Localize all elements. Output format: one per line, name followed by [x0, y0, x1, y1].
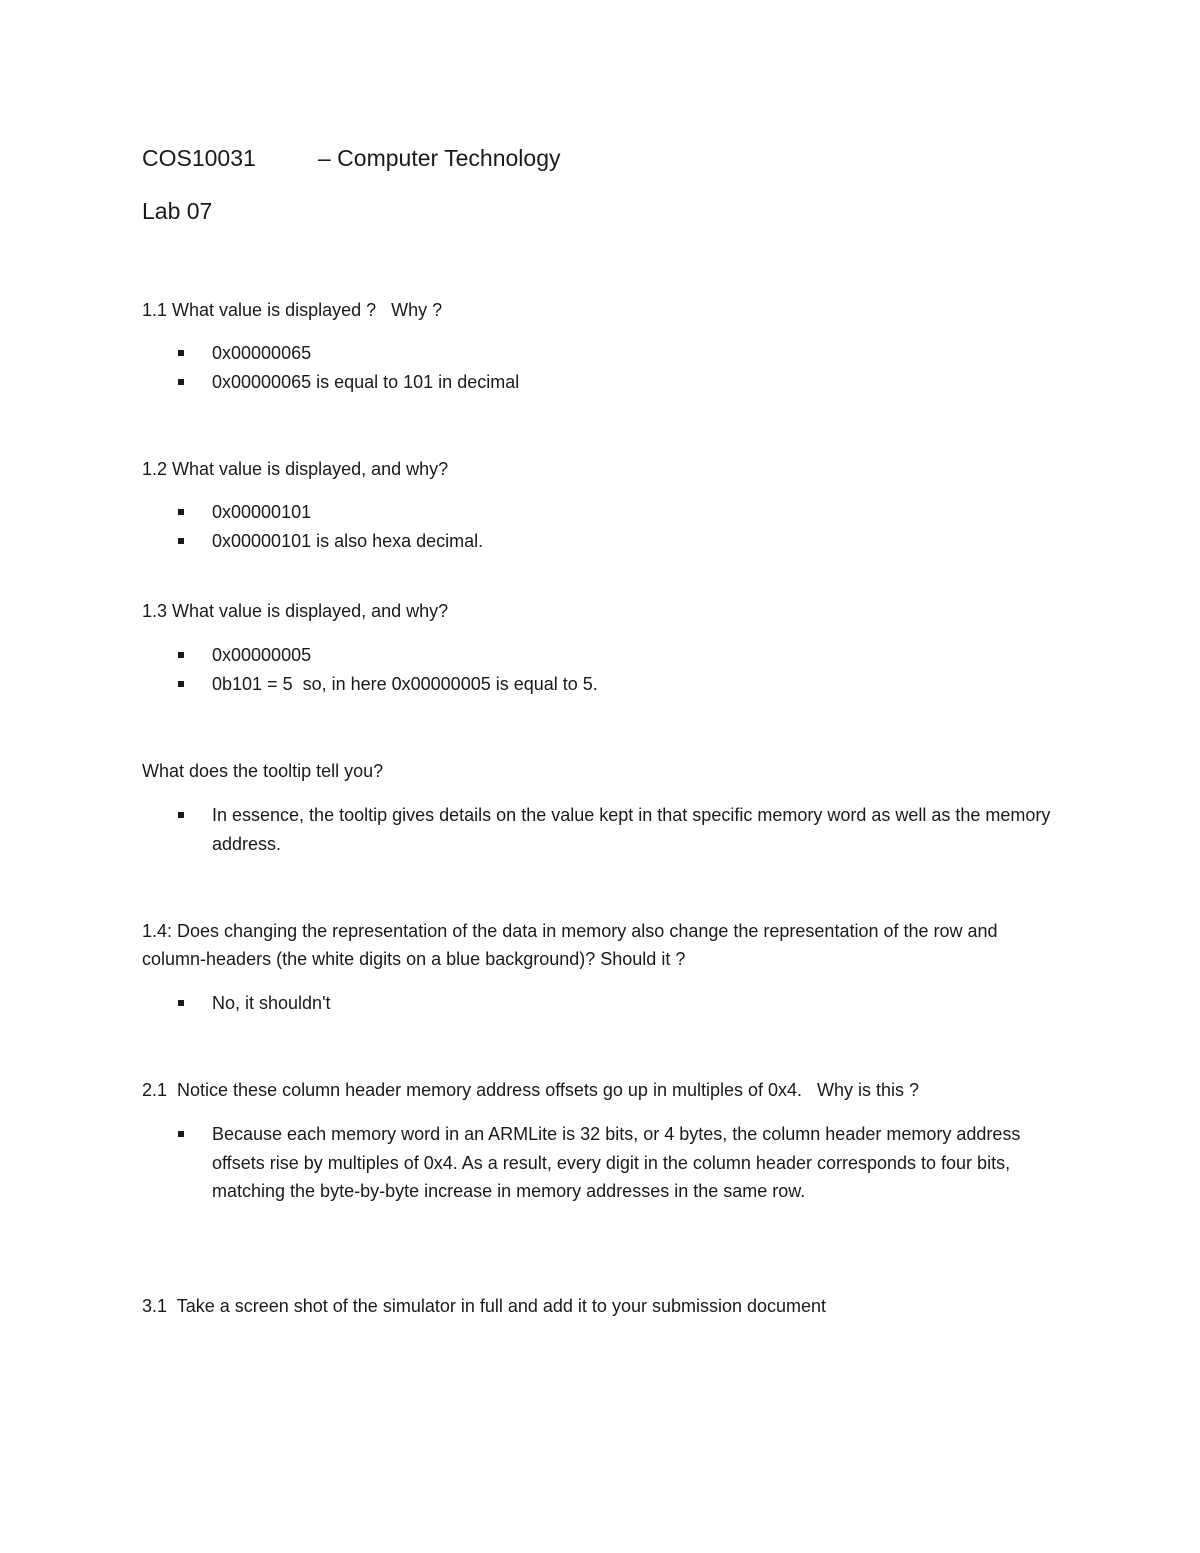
answer-text: Because each memory word in an ARMLite is 32 bits, or 4 bytes, the column header memory address offsets rise by multiples of 0x4. As a result, every digit in the column header corresponds to four bits, matching the byte-by-byte increase in memory addresses in the same row.: [212, 1124, 1021, 1201]
list-item: [176, 527, 1056, 556]
list-item: [176, 339, 1056, 368]
list-item: [176, 498, 1056, 527]
question-1-4: 1.4: Does changing the representation of the data in memory also change the representation of the row and column-headers (the white digits on a blue background)? Should it ?: [142, 921, 998, 969]
bullet-icon: [178, 350, 184, 356]
answer-text: 0x00000065 is equal to 101 in decimal: [212, 371, 520, 392]
answers-2-1: [176, 1120, 1056, 1206]
course-code: COS10031: [142, 145, 256, 171]
question-2-1: 2.1 Notice these column header memory address offsets go up in multiples of 0x4. Why is this ?: [142, 1080, 920, 1100]
question-1-3: 1.3 What value is displayed, and why?: [142, 601, 449, 621]
list-item: [176, 1120, 1056, 1206]
bullet-icon: [178, 538, 184, 544]
bullet-icon: [178, 509, 184, 515]
answers-1-2: [176, 498, 1056, 555]
bullet-icon: [178, 1131, 184, 1137]
bullet-icon: [178, 812, 184, 818]
course-heading: [142, 143, 561, 173]
question-3-1: 3.1 Take a screen shot of the simulator in full and add it to your submission document: [142, 1296, 827, 1316]
bullet-icon: [178, 1000, 184, 1006]
list-item: [176, 368, 1056, 397]
bullet-icon: [178, 681, 184, 687]
question-1-2: 1.2 What value is displayed, and why?: [142, 459, 449, 479]
answer-text: 0x00000101 is also hexa decimal.: [212, 530, 484, 551]
answer-text: 0x00000005: [212, 645, 312, 665]
bullet-icon: [178, 379, 184, 385]
answer-text: No, it shouldn't: [212, 993, 331, 1013]
answers-tooltip: [176, 801, 1056, 858]
course-title: – Computer Technology: [318, 145, 561, 171]
question-1-1: 1.1 What value is displayed ? Why ?: [142, 300, 443, 320]
list-item: [176, 989, 1056, 1018]
answer-text: 0x00000065: [212, 343, 312, 363]
bullet-icon: [178, 652, 184, 658]
answer-text: 0x00000101: [212, 502, 312, 522]
answer-text: In essence, the tooltip gives details on the value kept in that specific memory word as well as the memory address.: [212, 805, 1051, 854]
answers-1-1: [176, 339, 1056, 396]
answer-text: 0b101 = 5 so, in here 0x00000005 is equal to 5.: [212, 673, 598, 694]
list-item: [176, 641, 1056, 670]
answers-1-4: [176, 989, 1056, 1018]
list-item: [176, 801, 1056, 858]
list-item: [176, 670, 1056, 699]
question-tooltip: What does the tooltip tell you?: [142, 761, 384, 781]
lab-title: Lab 07: [142, 198, 213, 224]
answers-1-3: [176, 641, 1056, 698]
